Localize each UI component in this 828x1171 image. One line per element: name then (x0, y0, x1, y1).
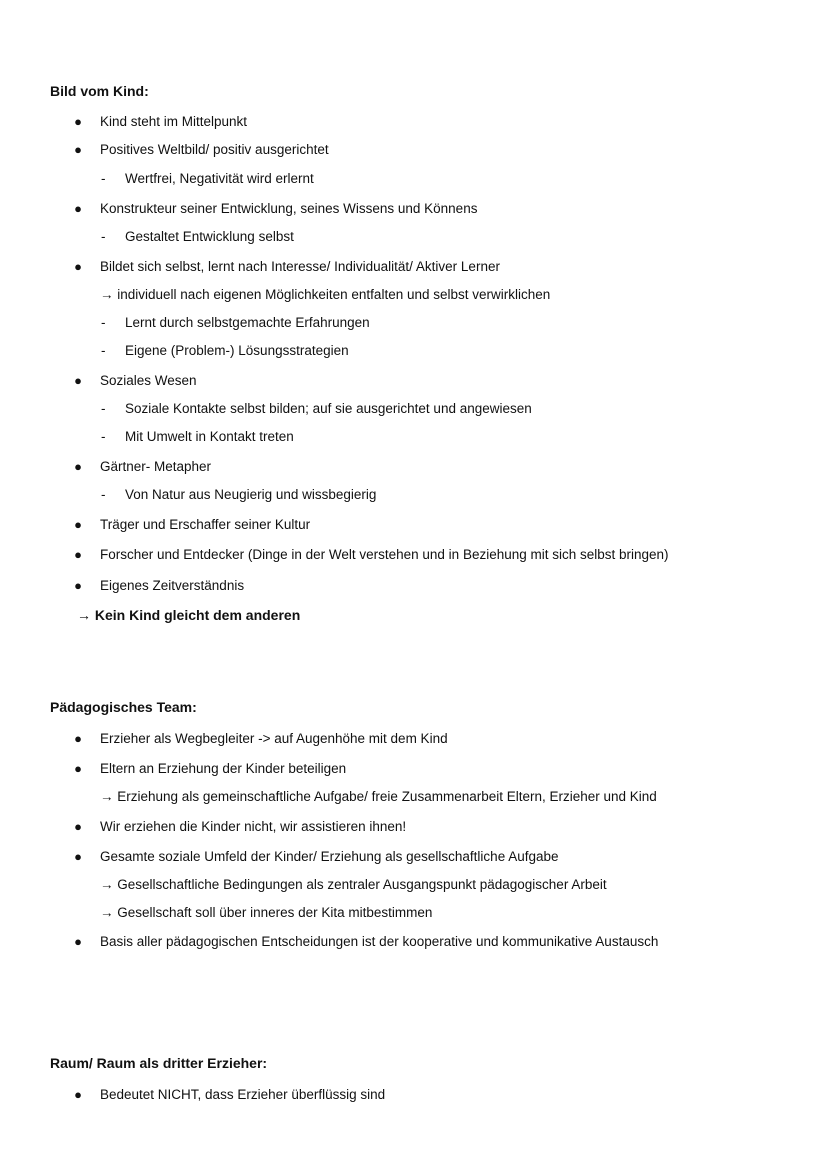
sub-list-item-text: Mit Umwelt in Kontakt treten (125, 429, 294, 444)
list-item-text: Kind steht im Mittelpunkt (100, 114, 248, 129)
list-item-text: Gärtner- Metapher (100, 459, 212, 474)
arrow-right-icon: → (100, 905, 114, 920)
list-item-text: Basis aller pädagogischen Entscheidungen ist der kooperative und kommunikative Austausch (100, 934, 659, 949)
list-item-text: Soziales Wesen (100, 373, 197, 388)
section-heading-bild-vom-kind: Bild vom Kind: (50, 83, 149, 99)
sub-list-item-text: Von Natur aus Neugierig und wissbegierig (125, 487, 377, 502)
list-item-text: Forscher und Entdecker (Dinge in der Welt verstehen und in Beziehung mit sich selbst bringen) (100, 547, 669, 562)
dash-icon: - (101, 487, 106, 502)
dash-icon: - (101, 343, 106, 358)
arrow-item-text: individuell nach eigenen Möglichkeiten entfalten und selbst verwirklichen (117, 287, 551, 302)
bullet-icon: ● (74, 142, 82, 157)
bullet-icon: ● (74, 761, 82, 776)
list-item-text: Träger und Erschaffer seiner Kultur (100, 517, 311, 532)
arrow-item-text: Gesellschaft soll über inneres der Kita mitbestimmen (117, 905, 433, 920)
conclusion-text: Kein Kind gleicht dem anderen (94, 607, 301, 623)
arrow-item-text: Erziehung als gemeinschaftliche Aufgabe/ freie Zusammenarbeit Eltern, Erzieher und Kind (117, 789, 657, 804)
dash-icon: - (101, 315, 106, 330)
bullet-icon: ● (74, 373, 82, 388)
bullet-icon: ● (74, 934, 82, 949)
bullet-icon: ● (74, 517, 82, 532)
bullet-icon: ● (74, 259, 82, 274)
list-item-text: Erzieher als Wegbegleiter -> auf Augenhöhe mit dem Kind (100, 731, 448, 746)
dash-icon: - (101, 429, 106, 444)
arrow-right-icon: → (100, 287, 114, 302)
dash-icon: - (101, 171, 106, 186)
bullet-icon: ● (74, 114, 82, 129)
bullet-icon: ● (74, 459, 82, 474)
sub-list-item-text: Wertfrei, Negativität wird erlernt (125, 171, 314, 186)
sub-list-item-text: Lernt durch selbstgemachte Erfahrungen (125, 315, 370, 330)
bullet-icon: ● (74, 578, 82, 593)
list-item-text: Eltern an Erziehung der Kinder beteiligen (100, 761, 347, 776)
sub-list-item-text: Gestaltet Entwicklung selbst (125, 229, 294, 244)
bullet-icon: ● (74, 1087, 82, 1102)
arrow-item-text: Gesellschaftliche Bedingungen als zentraler Ausgangspunkt pädagogischer Arbeit (117, 877, 607, 892)
list-item-text: Konstrukteur seiner Entwicklung, seines Wissens und Könnens (100, 201, 478, 216)
section-heading-raum: Raum/ Raum als dritter Erzieher: (50, 1055, 268, 1071)
sub-list-item-text: Soziale Kontakte selbst bilden; auf sie ausgerichtet und angewiesen (125, 401, 532, 416)
sub-list-item-text: Eigene (Problem-) Lösungsstrategien (125, 343, 349, 358)
list-item-text: Positives Weltbild/ positiv ausgerichtet (100, 142, 329, 157)
arrow-right-icon: → (77, 607, 91, 623)
list-item-text: Bedeutet NICHT, dass Erzieher überflüssig sind (100, 1087, 386, 1102)
bullet-icon: ● (74, 849, 82, 864)
arrow-right-icon: → (100, 789, 114, 804)
list-item-text: Bildet sich selbst, lernt nach Interesse/ Individualität/ Aktiver Lerner (100, 259, 500, 274)
bullet-icon: ● (74, 731, 82, 746)
list-item-text: Eigenes Zeitverständnis (100, 578, 245, 593)
dash-icon: - (101, 229, 106, 244)
list-item-text: Gesamte soziale Umfeld der Kinder/ Erziehung als gesellschaftliche Aufgabe (100, 849, 559, 864)
section-heading-paedagogisches-team: Pädagogisches Team: (50, 699, 197, 715)
arrow-right-icon: → (100, 877, 114, 892)
list-item-text: Wir erziehen die Kinder nicht, wir assistieren ihnen! (100, 819, 407, 834)
dash-icon: - (101, 401, 106, 416)
bullet-icon: ● (74, 819, 82, 834)
bullet-icon: ● (74, 201, 82, 216)
bullet-icon: ● (74, 547, 82, 562)
